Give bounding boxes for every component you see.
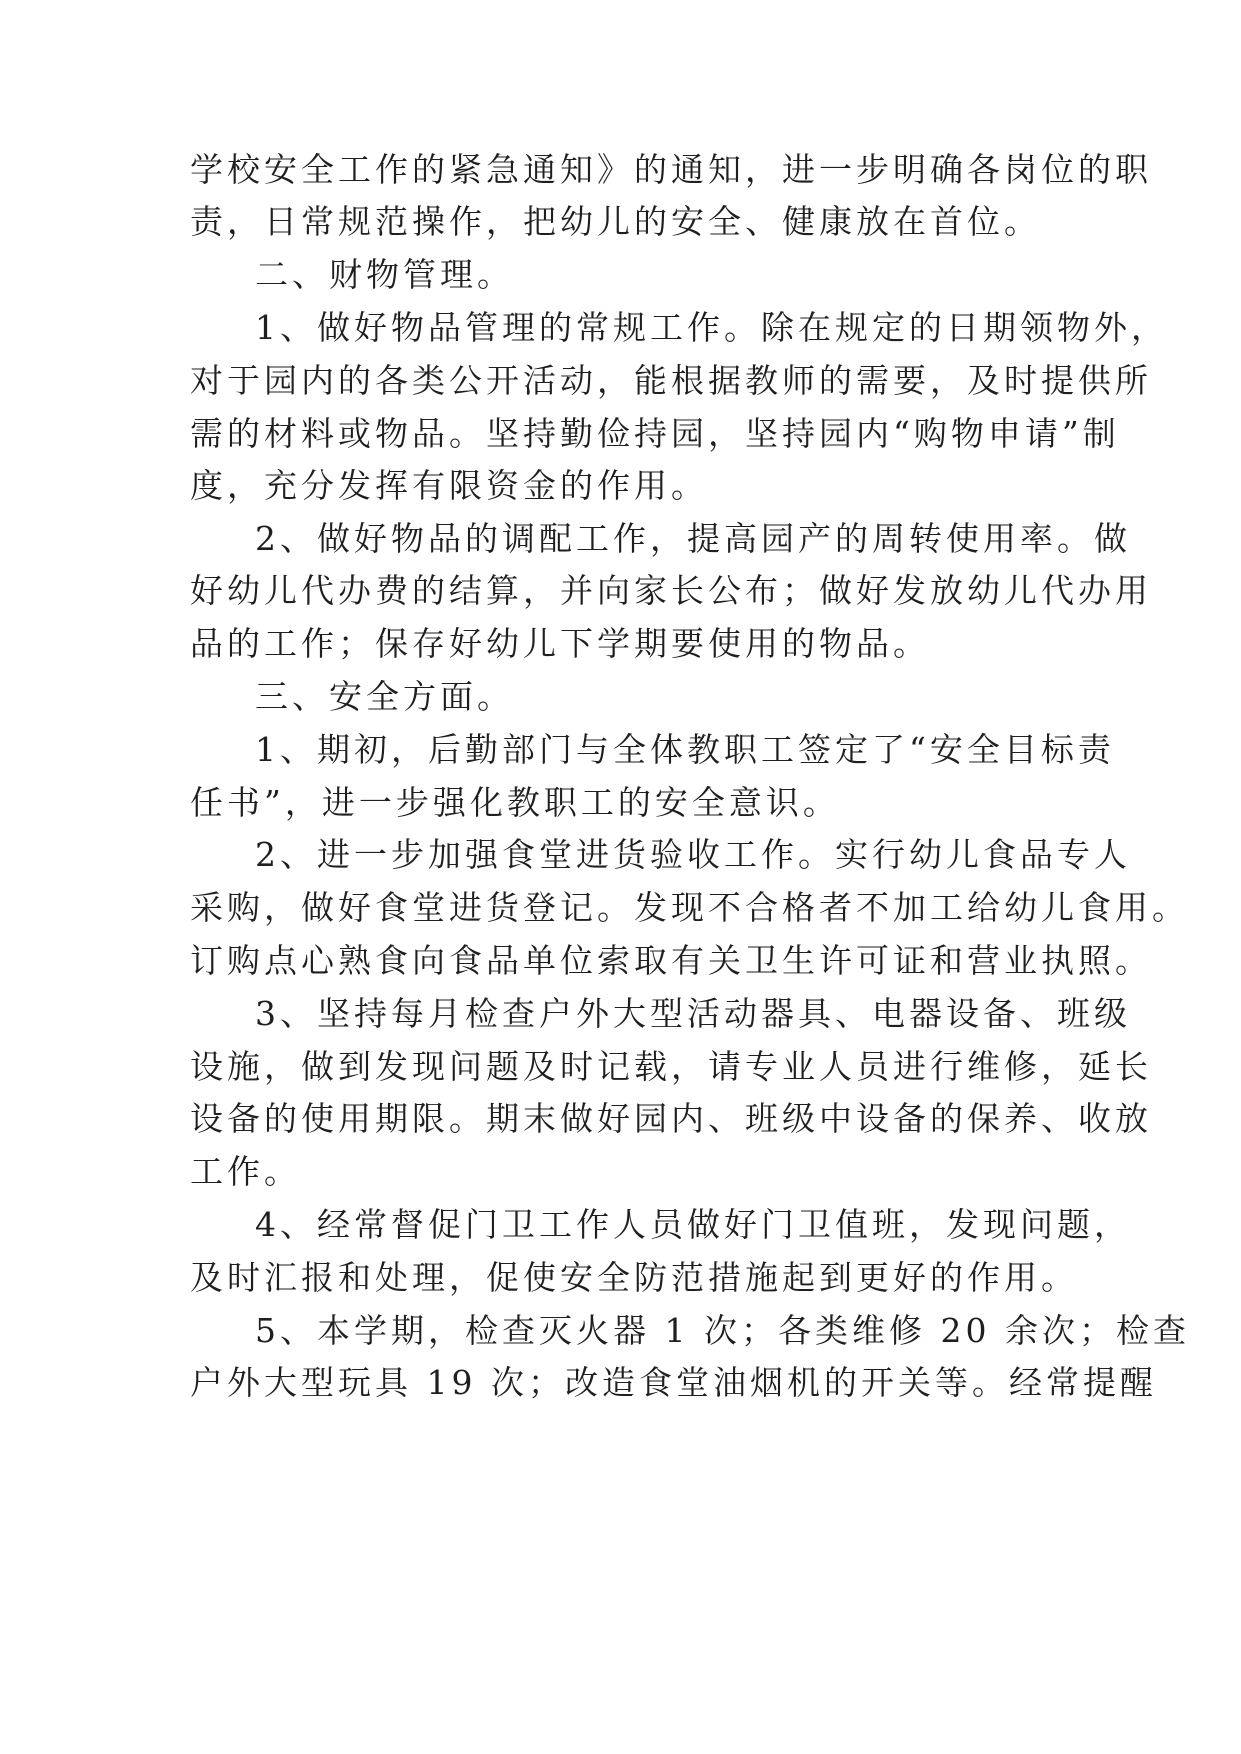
text-line: 工作。 xyxy=(190,1152,301,1191)
text-line: 设备的使用期限。期末做好园内、班级中设备的保养、收放 xyxy=(190,1099,1152,1138)
text-line: 度，充分发挥有限资金的作用。 xyxy=(190,466,708,505)
text-line: 1、期初，后勤部门与全体教职工签定了“安全目标责 xyxy=(255,730,1115,769)
text-line: 2、做好物品的调配工作，提高园产的周转使用率。做 xyxy=(255,519,1131,558)
text-line: 采购，做好食堂进货登记。发现不合格者不加工给幼儿食用。 xyxy=(190,888,1189,927)
text-line: 需的材料或物品。坚持勤俭持园，坚持园内“购物申请”制 xyxy=(190,414,1120,453)
text-line: 户外大型玩具 19 次；改造食堂油烟机的开关等。经常提醒 xyxy=(190,1363,1157,1402)
text-line: 学校安全工作的紧急通知》的通知，进一步明确各岗位的职 xyxy=(190,150,1152,189)
text-line: 3、坚持每月检查户外大型活动器具、电器设备、班级 xyxy=(255,994,1131,1033)
text-line: 品的工作；保存好幼儿下学期要使用的物品。 xyxy=(190,624,930,663)
text-line: 对于园内的各类公开活动，能根据教师的需要，及时提供所 xyxy=(190,361,1152,400)
text-line: 1、做好物品管理的常规工作。除在规定的日期领物外， xyxy=(255,308,1168,347)
text-line: 订购点心熟食向食品单位索取有关卫生许可证和营业执照。 xyxy=(190,941,1152,980)
text-line: 任书”，进一步强化教职工的安全意识。 xyxy=(190,783,840,822)
text-line: 好幼儿代办费的结算，并向家长公布；做好发放幼儿代办用 xyxy=(190,571,1152,610)
section-heading: 二、财物管理。 xyxy=(255,255,514,294)
text-line: 2、进一步加强食堂进货验收工作。实行幼儿食品专人 xyxy=(255,835,1131,874)
text-line: 设施，做到发现问题及时记载，请专业人员进行维修，延长 xyxy=(190,1047,1152,1086)
section-heading: 三、安全方面。 xyxy=(255,677,514,716)
text-line: 5、本学期，检查灭火器 1 次；各类维修 20 余次；检查 xyxy=(255,1311,1190,1350)
text-line: 及时汇报和处理，促使安全防范措施起到更好的作用。 xyxy=(190,1258,1078,1297)
text-line: 4、经常督促门卫工作人员做好门卫值班，发现问题， xyxy=(255,1205,1131,1244)
text-line: 责，日常规范操作，把幼儿的安全、健康放在首位。 xyxy=(190,202,1041,241)
